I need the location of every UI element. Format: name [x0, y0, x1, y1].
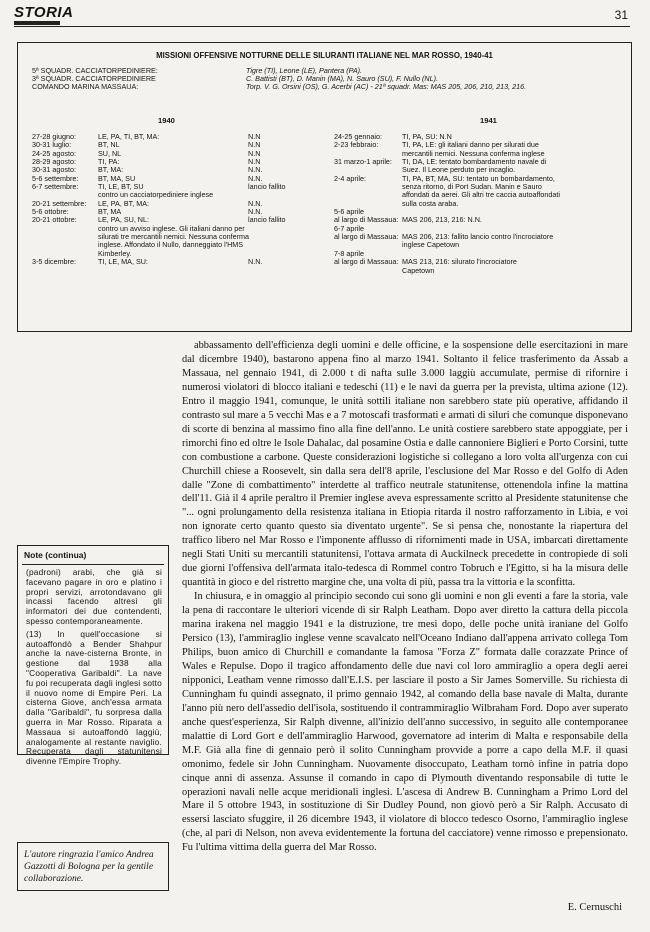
mission-description: MAS 206, 213, 216: N.N.: [402, 215, 482, 225]
mission-date: al largo di Massaua:: [334, 215, 399, 225]
table-row: [334, 233, 624, 241]
mission-date: 27-28 giugno:: [32, 132, 76, 141]
table-row: [32, 200, 322, 208]
mission-date: 6-7 settembre:: [32, 182, 79, 192]
notes-title: Note (continua): [24, 550, 87, 560]
mission-units: TI, LE, MA, SU:: [98, 257, 148, 267]
year-heading-1941: 1941: [480, 116, 497, 125]
acknowledgement-box: [17, 842, 169, 891]
missions-1940: [32, 133, 322, 267]
author-signature: E. Cernuschi: [567, 902, 622, 913]
page-number: 31: [614, 8, 628, 22]
mission-date: al largo di Massaua:: [334, 257, 399, 267]
mission-units: silurati tre mercantili nemici. Nessuna conferma: [98, 232, 249, 242]
mission-result: N.N: [248, 157, 261, 167]
note-paragraph: (13) In quell'occasione si autoaffondò a Bender Shahpur anche la nave-cisterna Bronte, in gestione dal 1938 alla "Cooperativa Garibaldi". La nave fu poi recuperata dagli inglesi sotto il nuovo nome di Empire Peri. La cisterna Giove, anch'essa armata dalla "Garibaldi", fu sorpresa dalla guerra in Mar Rosso. Riparata a Massaua si autoaffondò laggiù, analogamente al restante naviglio. Recuperata dagli statunitensi divenne l'Empire Trophy.: [26, 628, 162, 767]
missions-1941: [334, 133, 624, 275]
mission-units: BT, MA, SU: [98, 173, 136, 183]
mission-units: contro un avviso inglese. Gli italiani danno per: [98, 223, 245, 233]
table-row: [32, 241, 322, 249]
mission-units: TI, PA:: [98, 157, 120, 167]
command-units: Torp. V. G. Orsini (OS), G. Acerbi (AC) - 21ª squadr. Mas: MAS 205, 206, 210, 213, 216.: [246, 82, 527, 91]
table-row: [32, 258, 322, 266]
body-paragraph: In chiusura, e in omaggio al principio secondo cui sono gli uomini e non gli eventi a fare la storia, vale la pena di raccontare le ulteriori vicende di sir Ralph Leatham. Dopo aver diretto la cattura della piccola marina irakena nel maggio 1941 e la distruzione, tre mesi dopo, delle poche unità iraniane del Golfo Persico (13), l'ammiraglio inglese venne scavalcato nell'Oceano Indiano dall'appena arrivato collega Tom Philips, buon amico di Churchill e comandante la famosa "Forza Z" formata dalle corazzate Prince of Wales e Repulse. Dopo il tragico affondamento delle due navi col loro ammiraglio a opera degli aerei nipponici, Leatham venne rimosso dall'E.I.S. per lasciare il posto a Sir James Somerville. Su richiesta di Cunningham fu quindi assegnato, il primo gennaio 1942, al comando della base navale di Malta, durante l'anno più nero dell'assedio dell'isola, sostituendo il contrammiraglio Wilbraham Ford. Dopo aver superato anche quest'esperienza, Sir Ralph divenne, all'inizio dell'anno successivo, in seguito alle contemporanee malattie di Lord Gort e dell'ammiraglio Harwood, governatore ad interim di Malta e responsabile della M.F. Già alla fine di gennaio però il solito Cunningham provvide a porre a capo della M.F. il quasi omonimo, fedele sir John Cunningham. Nuovamente disoccupato, Leatham tornò infine in patria dopo cinque anni di assenza. Assunse il comando in capo di Plymouth diventando responsabile di tutte le operazioni navali nelle acque meridionali inglesi. L'ascesa di Andrew B. Cunningham a Primo Lord del Mare il 5 ottobre 1943, in sostituzione di Sir Dudley Pound, non giovò però a Sir Ralph. Accusato di essersi lasciato sfuggire, il 26 dicembre 1943, il violatore di blocco tedesco Osorno, l'ammiraglio inglese (che, al pari di Nelson, non aveva evidentemente la fortuna del cacciatore) venne rimosso e prepensionato. Fu l'ultima vittima della guerra del Mar Rosso.: [182, 591, 628, 854]
mission-description: affondati da aerei. Gli altri tre caccia autoaffondati: [402, 190, 560, 200]
mission-date: 28-29 agosto:: [32, 157, 76, 167]
mission-date: 3-5 dicembre:: [32, 257, 76, 267]
mission-description: sulla costa araba.: [402, 198, 459, 208]
mission-date: 7-8 aprile: [334, 248, 364, 258]
command-row: [32, 83, 622, 91]
mission-result: N.N.: [248, 198, 263, 208]
command-label: 5ª SQUADR. CACCIATORPEDINIERE:: [32, 66, 158, 75]
magazine-logo: [14, 4, 74, 24]
mission-result: N.N.: [248, 165, 263, 175]
mission-date: 6-7 aprile: [334, 223, 364, 233]
mission-date: 24-25 agosto:: [32, 148, 76, 158]
mission-units: contro un cacciatorpediniere inglese: [98, 190, 214, 200]
command-units: C. Battisti (BT), D. Manin (MA), N. Sauro (SU), F. Nullo (NL).: [246, 74, 438, 83]
notes-box: [17, 545, 169, 767]
mission-result: N.N.: [248, 207, 263, 217]
mission-result: N.N: [248, 148, 261, 158]
mission-date: 30-31 luglio:: [32, 140, 72, 150]
mission-date: 5-6 settembre:: [32, 173, 79, 183]
table-row: [32, 133, 322, 141]
mission-description: senza ritorno, di Port Sudan. Manin e Sauro: [402, 182, 542, 192]
mission-description: Capetown: [402, 265, 435, 275]
command-label: COMANDO MARINA MASSAUA:: [32, 82, 139, 91]
year-heading-1940: 1940: [158, 116, 175, 125]
note-paragraph: (padroni) arabi, che già si facevano pagare in oro e platino i propri servizi, arrotondavano gli incassi facendo altresì gli informatori dei due contendenti, spesso contemporaneamente.: [26, 567, 162, 626]
mission-units: LE, PA, SU, NL:: [98, 215, 149, 225]
mission-description: MAS 213, 216: silurato l'incrociatore: [402, 257, 517, 267]
mission-result: lancio fallito: [248, 182, 286, 192]
mission-description: TI, PA, BT, MA, SU: tentato un bombardamento,: [402, 173, 555, 183]
mission-date: 2-4 aprile:: [334, 173, 366, 183]
table-row: [334, 241, 624, 249]
command-list: [32, 67, 622, 91]
mission-date: 30-31 agosto:: [32, 165, 76, 175]
notes-rule: [22, 564, 164, 565]
mission-date: al largo di Massaua:: [334, 232, 399, 242]
mission-description: TI, DA, LE: tentato bombardamento navale di: [402, 157, 547, 167]
mission-date: 31 marzo-1 aprile:: [334, 157, 392, 167]
body-paragraph: abbassamento dell'efficienza degli uomini e delle officine, e la sospensione delle esercitazioni in mare dal dicembre 1940), bastarono appena fino al marzo 1941. Soltanto il felice trasferimento da Assab a Massaua, nel gennaio 1941, di 2.000 t di nafta sulle 3.000 laggiù accumulate, permise di rifornire i numerosi violatori di blocco italiani e tedeschi (11) e le navi da guerra per la prevista, ultima azione (12). Entro il maggio 1941, comunque, le unità sottili italiane non sarebbero state più operative, affidando il contrasto sul mare a 5 vecchi Mas e a 7 motoscafi trasformati e armati di siluri che comunque disponevano di scorte di benzina al massimo fino alla fine dell'anno. Le unità costiere sarebbero state appoggiate, per i rimorchi fino ed oltre le Isole Dahalac, dal posamine Ostia e dalle cannoniere Biglieri e Porto Corsini, tutte con combustione a carbone. Queste considerazioni logistiche si collegano a loro volta all'urgenza con cui Churchill chiese a Roosevelt, sin dalla sera dell'8 aprile, l'esclusione del Mar Rosso e del Golfo di Aden dalle "Zone di combattimento" interdette al traffico neutrale statunitense, ottenendola infine la mattina dell'11. Già il 4 aprile peraltro il Premier inglese aveva espressamente scritto al Presidente statunitense che "... ogni prolungamento della resistenza italiana in Etiopia ritarda il nostro rafforzamento in Libia, e voi non ignorate certo quanto questo sia diventato urgente". Se si pensa che, nonostante la riapertura del traffico libero nel Mar Rosso e l'imponente afflusso di rifornimenti made in USA, imbarcati direttamente negli Stati Uniti su mercantili statunitensi, l'ottava armata di Auckilneck precedette in contropiede di soli due giorni l'offensiva dell'armata italo-tedesca di Rommel contro Tobruch e l'Egitto, si ha la misura delle quantità in gioco e del ristretto margine che, una volta di più, passa tra la vittoria e la sconfitta.: [182, 340, 628, 589]
mission-date: 5-6 aprile: [334, 207, 364, 217]
mission-description: Suez. Il Leone perduto per incaglio.: [402, 165, 516, 175]
notes-body: [26, 568, 162, 770]
mission-description: TI, PA, LE: gli italiani danno per silurati due: [402, 140, 539, 150]
mission-units: LE, PA, BT, MA:: [98, 198, 149, 208]
mission-units: LE, PA, TI, BT, MA:: [98, 132, 160, 141]
mission-date: 2-23 febbraio:: [334, 140, 379, 150]
mission-units: TI, LE, BT, SU: [98, 182, 144, 192]
table-row: [334, 200, 624, 208]
article-body: [182, 339, 628, 855]
mission-result: lancio fallito: [248, 215, 286, 225]
mission-description: MAS 206, 213: fallito lancio contro l'incrociatore: [402, 232, 554, 242]
mission-date: 20-21 ottobre:: [32, 215, 77, 225]
mission-description: TI, PA, SU: N.N: [402, 132, 452, 141]
mission-result: N.N: [248, 140, 261, 150]
mission-units: BT, MA:: [98, 165, 124, 175]
logo-bar: [14, 21, 60, 25]
acknowledgement-text: L'autore ringrazia l'amico Andrea Gazzotti di Bologna per la gentile collaborazione.: [24, 850, 154, 884]
logo-text: STORIA: [14, 4, 74, 21]
mission-date: 24-25 gennaio:: [334, 132, 382, 141]
mission-units: inglese. Affondato il Nullo, danneggiato l'HMS: [98, 240, 244, 250]
mission-units: BT, MA: [98, 207, 122, 217]
mission-description: mercantili nemici. Nessuna conferma inglese: [402, 148, 545, 158]
table-title: MISSIONI OFFENSIVE NOTTURNE DELLE SILURANTI ITALIANE NEL MAR ROSSO, 1940-41: [156, 51, 493, 60]
mission-description: inglese Capetown: [402, 240, 460, 250]
mission-date: 5-6 ottobre:: [32, 207, 69, 217]
command-label: 3ª SQUADR. CACCIATORPEDINIERE: [32, 74, 156, 83]
header-rule: [14, 26, 630, 27]
mission-result: N.N.: [248, 173, 263, 183]
mission-units: SU, NL: [98, 148, 122, 158]
command-units: Tigre (TI), Leone (LE), Pantera (PA).: [246, 66, 363, 75]
mission-result: N.N.: [248, 257, 263, 267]
table-row: [334, 191, 624, 199]
table-row: [334, 258, 624, 266]
table-row: [334, 216, 624, 224]
table-row: [334, 267, 624, 275]
mission-result: N.N: [248, 132, 261, 141]
mission-date: 20-21 settembre:: [32, 198, 87, 208]
missions-table-box: [17, 42, 632, 332]
mission-units: BT, NL: [98, 140, 120, 150]
mission-units: Kimberley.: [98, 248, 132, 258]
